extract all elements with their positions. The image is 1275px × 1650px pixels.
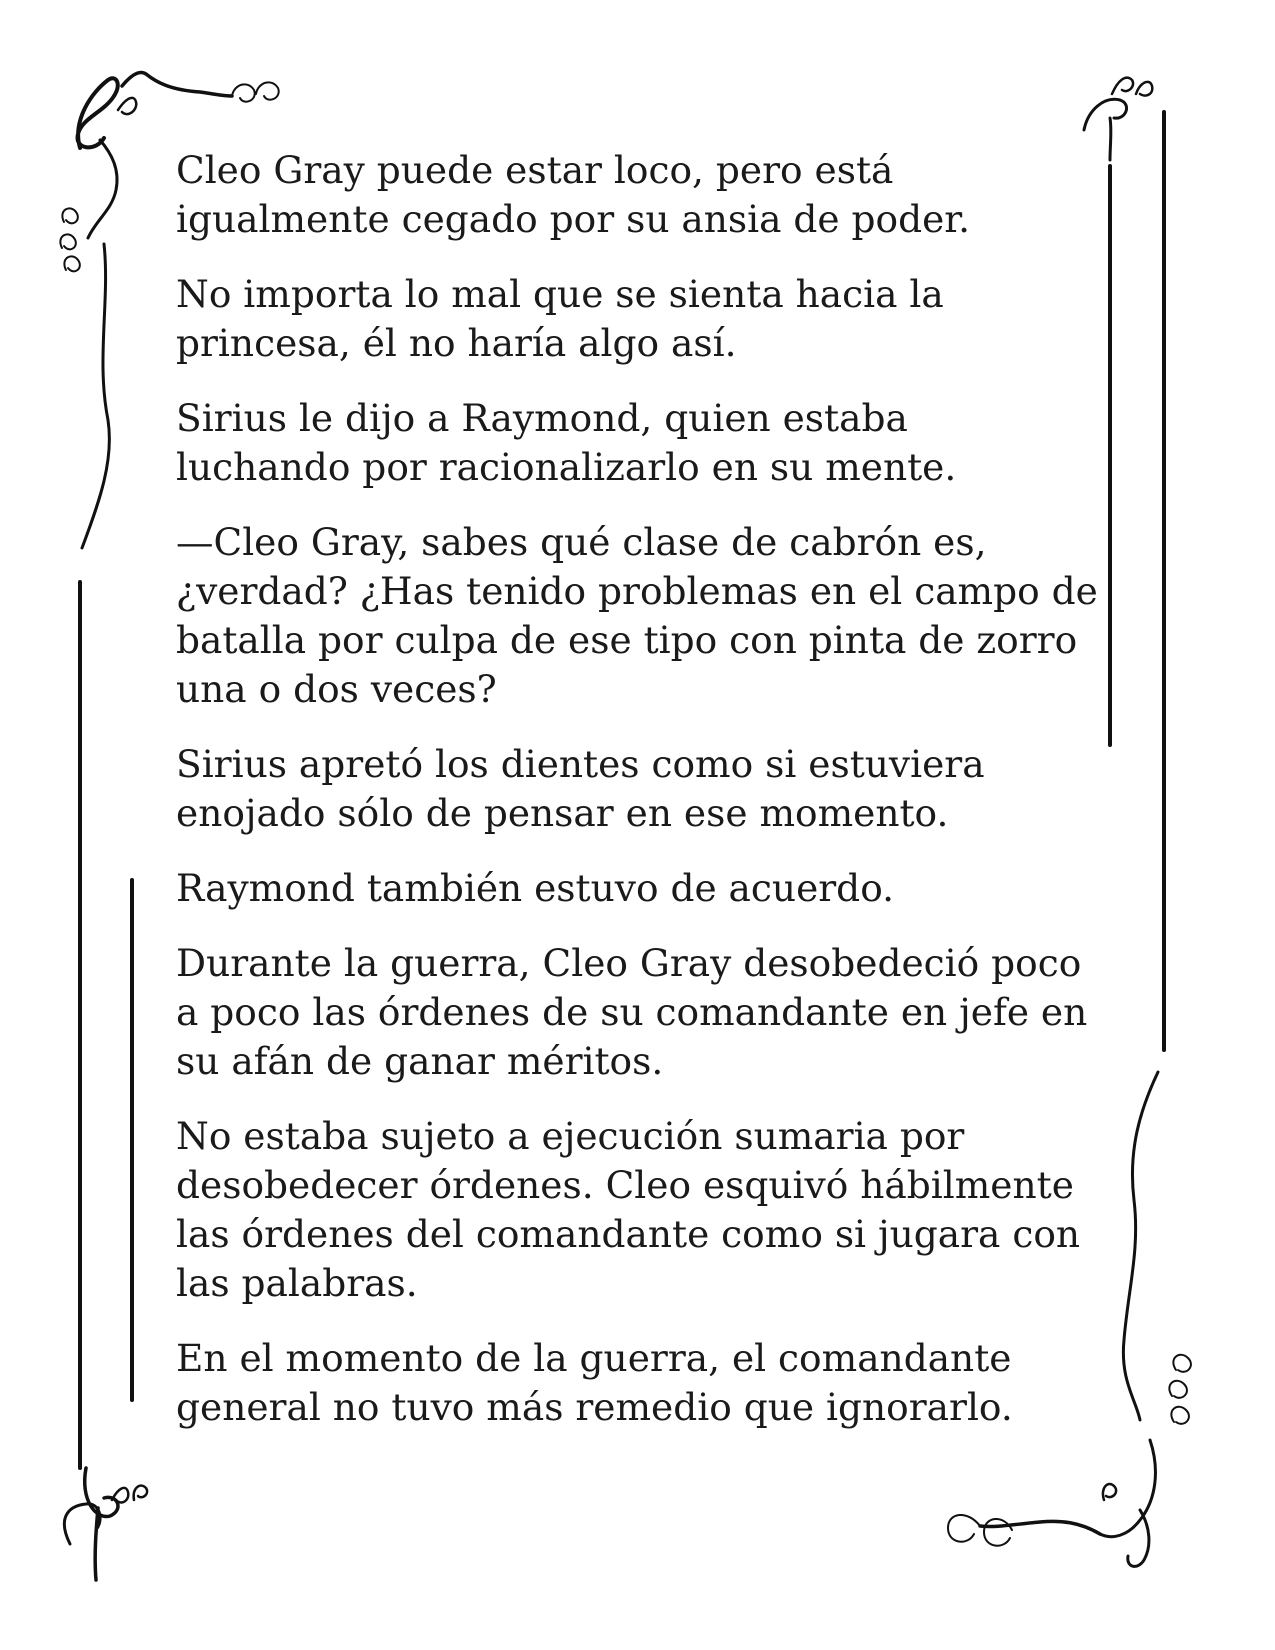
paragraph: Cleo Gray puede estar loco, pero está igualmente cegado por su ansia de poder.	[176, 148, 971, 241]
paragraph: Raymond también estuvo de acuerdo.	[176, 866, 895, 910]
bottom-left-flourish	[64, 1468, 147, 1580]
paragraph: En el momento de la guerra, el comandante general no tuvo más remedio que ignorarlo.	[176, 1336, 1013, 1429]
story-text	[176, 146, 1106, 1458]
paragraph: Sirius apretó los dientes como si estuviera enojado sólo de pensar en ese momento.	[176, 742, 985, 835]
paragraph: No importa lo mal que se sienta hacia la princesa, él no haría algo así.	[176, 272, 944, 365]
paragraph: Sirius le dijo a Raymond, quien estaba luchando por racionalizarlo en su mente.	[176, 396, 957, 489]
paragraph: Durante la guerra, Cleo Gray desobedeció poco a poco las órdenes de su comandante en jefe en su afán de ganar méritos.	[176, 941, 1088, 1083]
paragraph: —Cleo Gray, sabes qué clase de cabrón es, ¿verdad? ¿Has tenido problemas en el campo de batalla por culpa de ese tipo con pinta de zorro una o dos veces?	[176, 520, 1098, 711]
paragraph: No estaba sujeto a ejecución sumaria por desobedecer órdenes. Cleo esquivó hábilmente las órdenes del comandante como si jugara con las palabras.	[176, 1114, 1081, 1305]
